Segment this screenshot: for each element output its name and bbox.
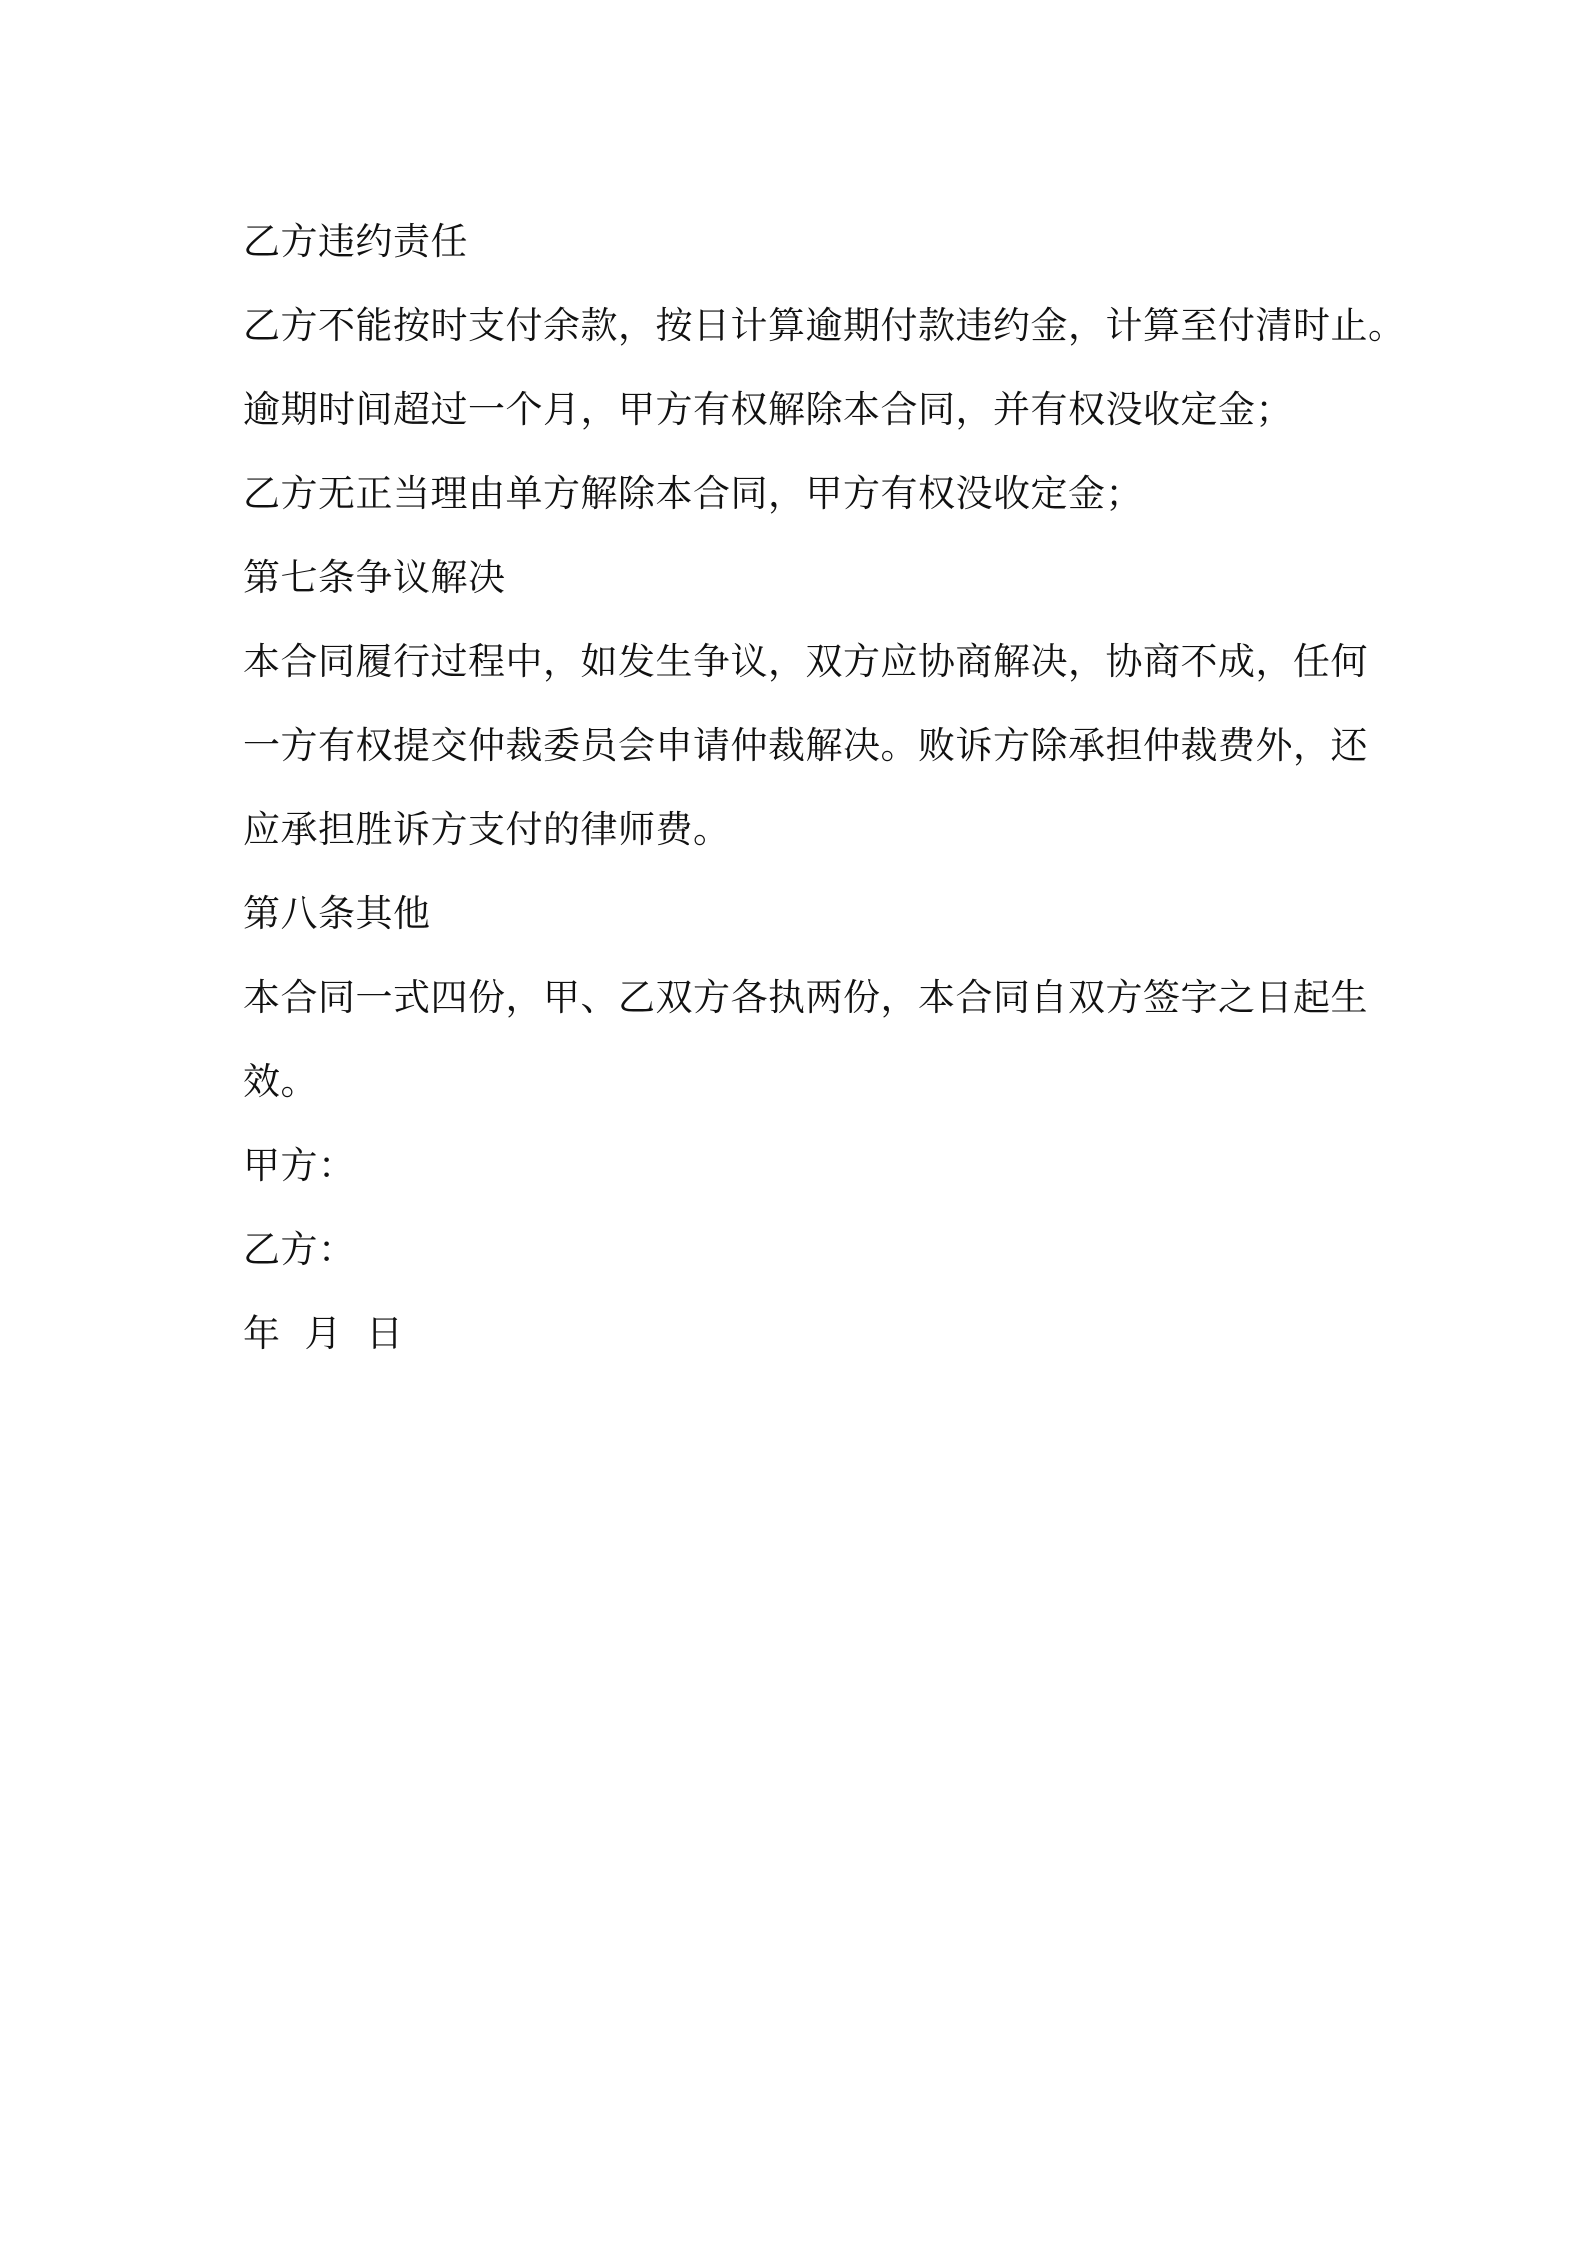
date-day-label: 日 — [366, 1312, 404, 1355]
date-month-label: 月 — [304, 1312, 342, 1355]
article-7-title: 第七条争议解决 — [243, 556, 506, 599]
article-8-text-line-2: 效。 — [243, 1060, 318, 1103]
article-7-text-line-2: 一方有权提交仲裁委员会申请仲裁解决。败诉方除承担仲裁费外，还 — [243, 724, 1368, 767]
party-b-signature-label: 乙方： — [243, 1228, 356, 1271]
breach-clause-3: 乙方无正当理由单方解除本合同，甲方有权没收定金； — [243, 472, 1143, 515]
breach-clause-1: 乙方不能按时支付余款，按日计算逾期付款违约金，计算至付清时止。 — [243, 304, 1406, 347]
date-year-label: 年 — [243, 1312, 281, 1355]
article-7-text-line-1: 本合同履行过程中，如发生争议，双方应协商解决，协商不成，任何 — [243, 640, 1368, 683]
party-a-signature-label: 甲方： — [243, 1144, 356, 1187]
article-8-title: 第八条其他 — [243, 892, 431, 935]
signing-date — [243, 1292, 1363, 1376]
breach-heading: 乙方违约责任 — [243, 220, 468, 263]
article-8-text-line-1: 本合同一式四份，甲、乙双方各执两份，本合同自双方签字之日起生 — [243, 976, 1368, 1019]
document-body — [243, 200, 1406, 1376]
article-7-text-line-3: 应承担胜诉方支付的律师费。 — [243, 808, 731, 851]
breach-clause-2: 逾期时间超过一个月，甲方有权解除本合同，并有权没收定金； — [243, 388, 1293, 431]
